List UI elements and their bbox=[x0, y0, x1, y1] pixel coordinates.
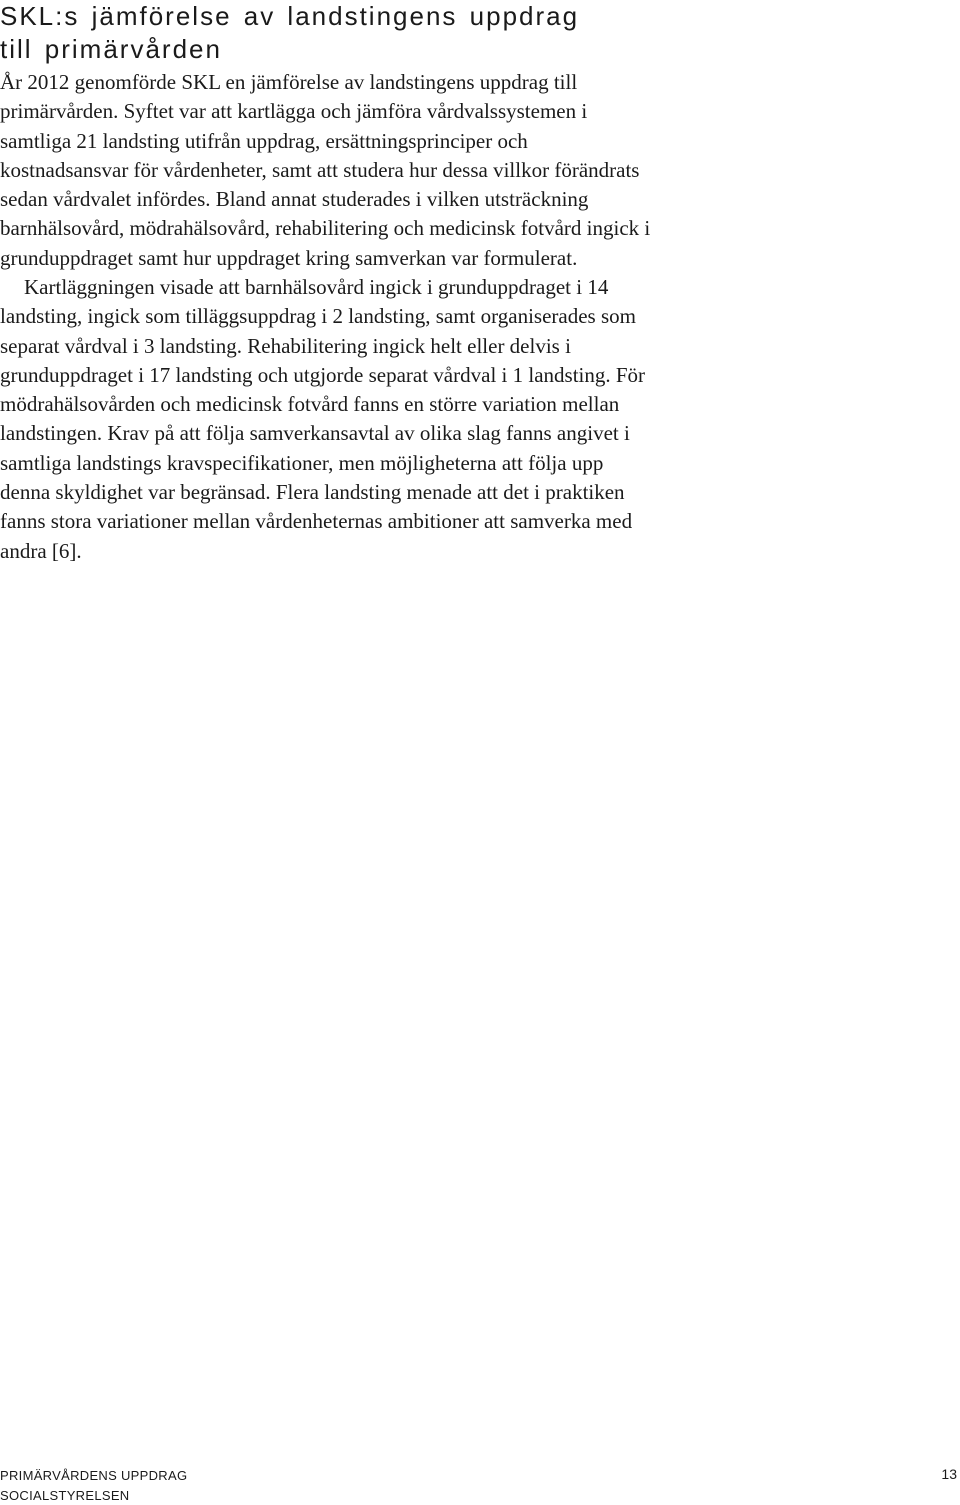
text-line: barnhälsovård, mödrahälsovård, rehabilitering och medicinsk fotvård ingick i bbox=[0, 216, 651, 241]
text-line: grunduppdraget i 17 landsting och utgjorde separat vårdval i 1 landsting. För bbox=[0, 362, 646, 387]
text-line: andra [6]. bbox=[0, 538, 82, 563]
heading-line: till primärvården bbox=[0, 34, 222, 64]
section-heading bbox=[0, 0, 940, 66]
heading-line: SKL:s jämförelse av landstingens uppdrag bbox=[0, 1, 580, 31]
paragraph-intro bbox=[0, 68, 940, 273]
text-line: fanns stora variationer mellan vårdenheternas ambitioner att samverka med bbox=[0, 509, 633, 534]
text-line: mödrahälsovården och medicinsk fotvård fanns en större variation mellan bbox=[0, 392, 620, 417]
text-line: kostnadsansvar för vårdenheter, samt att studera hur dessa villkor förändrats bbox=[0, 157, 640, 182]
paragraph-findings bbox=[0, 273, 940, 566]
text-line: År 2012 genomförde SKL en jämförelse av landstingens uppdrag till bbox=[0, 70, 578, 94]
text-line: Kartläggningen visade att barnhälsovård ingick i grunduppdraget i 14 bbox=[24, 275, 609, 299]
text-line: samtliga 21 landsting utifrån uppdrag, ersättningsprinciper och bbox=[0, 128, 528, 153]
footer-publisher: SOCIALSTYRELSEN bbox=[0, 1488, 130, 1503]
text-line: sedan vårdvalet infördes. Bland annat studerades i vilken utsträckning bbox=[0, 187, 589, 212]
page-number: 13 bbox=[941, 1466, 957, 1482]
footer-section-title: PRIMÄRVÅRDENS UPPDRAG bbox=[0, 1468, 188, 1483]
text-line: landsting, ingick som tilläggsuppdrag i 2 landsting, samt organiserades som bbox=[0, 304, 636, 329]
text-line: grunduppdraget samt hur uppdraget kring samverkan var formulerat. bbox=[0, 245, 578, 270]
text-line: separat vårdval i 3 landsting. Rehabilitering ingick helt eller delvis i bbox=[0, 333, 571, 358]
text-line: landstingen. Krav på att följa samverkansavtal av olika slag fanns angivet i bbox=[0, 421, 630, 446]
text-line: primärvården. Syftet var att kartlägga och jämföra vårdvalssystemen i bbox=[0, 99, 588, 124]
text-line: denna skyldighet var begränsad. Flera landsting menade att det i praktiken bbox=[0, 480, 625, 505]
text-line: samtliga landstings kravspecifikationer, men möjligheterna att följa upp bbox=[0, 450, 604, 475]
